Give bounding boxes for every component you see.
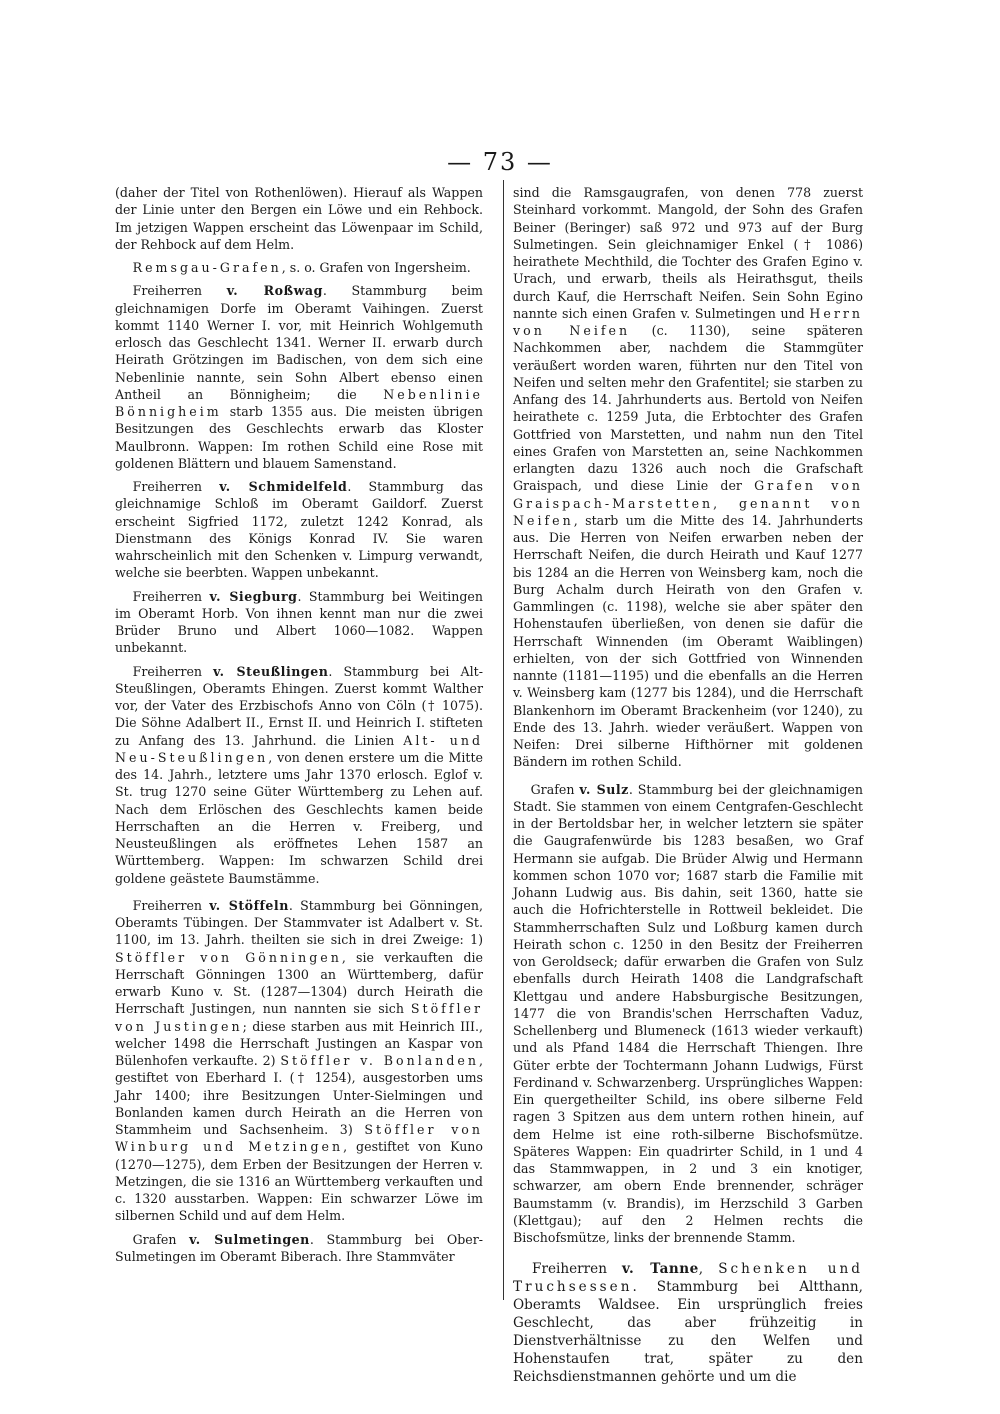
entry-text: Freiherren [132, 283, 227, 299]
entry-headword: v. Roßwag [226, 283, 323, 299]
spaced-text: Remsgau-Grafen [132, 260, 282, 275]
right-column [513, 184, 863, 1392]
entry-paragraph [513, 184, 863, 771]
spaced-text: Stöffler von Justingen [115, 1001, 483, 1034]
entry-headword: v. Siegburg [209, 588, 298, 604]
entry-paragraph [115, 259, 483, 276]
entry-headword: v. Sulmetingen [189, 1231, 310, 1247]
entry-paragraph [115, 663, 483, 887]
entry-text: Freiherren [132, 897, 210, 913]
entry-text: Grafen [530, 781, 580, 797]
entry-text: , s. o. Grafen von Ingersheim. [281, 260, 471, 275]
entry-paragraph [115, 1231, 483, 1266]
entry-paragraph [115, 588, 483, 657]
spaced-text: Stöffler v. Bonlanden [280, 1053, 479, 1068]
entry-text: , [698, 1261, 719, 1278]
entry-paragraph [115, 282, 483, 472]
entry-text: , sie verkauften die Herrschaft Gönningen 1300 an Württemberg, dafür erwarb Kuno v. St. (1287—1304) durch Heirath die Herrschaft Justingen, nun nannten sie sich [115, 949, 483, 1017]
entry-text: , gestiftet von Kuno (1270—1275), dem Erben der Besitzungen der Herren v. Metzingen, die sie 1316 an Württemberg verkauften und c. 1320 ausstarben. Wappen: Ein schwarzer Löwe im silbernen Schild und auf dem Helm. [115, 1139, 483, 1224]
left-column [115, 184, 483, 1271]
entry-text: Freiherren [132, 588, 210, 604]
spaced-text: Herrn von Neifen [513, 305, 863, 338]
entry-headword: v. Stöffeln [209, 897, 289, 913]
spaced-text: Stöffler von Gönningen [115, 949, 342, 965]
spaced-text: Nebenlinie Bönnigheim [115, 386, 483, 419]
entry-text: starb 1355 aus. Die meisten übrigen Besitzungen des Geschlechts erwarb das Kloster Maulbronn. Wappen: Im rothen Schild eine Rose mit goldenen Blättern und blauem Samenstand. [115, 404, 483, 471]
spaced-text: Grafen von Graispach-Marstetten, genannt von Neifen [513, 478, 864, 528]
entry-headword: v. Tanne [622, 1261, 699, 1278]
entry-headword: v. Steußlingen [213, 663, 329, 679]
entry-paragraph [115, 897, 483, 1225]
column-divider [503, 180, 504, 1300]
entry-text: Grafen [132, 1231, 190, 1247]
entry-text: (daher der Titel von Rothenlöwen). Hierauf als Wappen der Linie unter den Bergen ein Löwe und ein Rehbock. Im jetzigen Wappen erscheint das Löwenpaar im Schild, der Rehbock auf dem Helm. [115, 185, 483, 252]
entry-text: , starb um die Mitte des 14. Jahrhunderts aus. Die Herren von Neifen erwarben neben der Herrschaft Neifen, die durch Heirath und Kauf 1277 bis 1284 an die Herren von Weinsberg kam, noch die Burg Achalm durch Heirath von den Grafen v. Gammlingen (c. 1198), welche sie aber später den Hohenstaufen überließen, von denen sie dafür die Herrschaft Winnenden (im Oberamt Waiblingen) erhielten, von der sich Gottfried von Winnenden nannte (1181—1195) und die ebenfalls an die Herren v. Weinsberg kam (1277 bis 1284), und die Herrschaft Blankenhorn im Oberamt Brackenheim (vor 1240), zu Ende des 13. Jahrh. wieder veräußert. Wappen von Neifen: Drei silberne Hifthörner mit goldenen Bändern im rothen Schild. [513, 512, 863, 770]
entry-text: sind die Ramsgaugrafen, von denen 778 zuerst Steinhard vorkommt. Mangold, der Sohn des Grafen Beiner (Beringer) saß 972 und 973 auf der Burg Sulmetingen. Sein gleichnamiger Enkel († 1086) heirathete Mechthild, die Tochter des Grafen Egino v. Urach, und erwarb, theils als Heirathsgut, theils durch Kauf, die Herrschaft Neifen. Sein Sohn Egino nannte sich einen Grafen v. Sulmetingen und [513, 185, 863, 321]
entry-paragraph [513, 1260, 863, 1386]
spaced-text: Alt- und Neu-Steußlingen [115, 732, 484, 765]
entry-text: (c. 1130), seine späteren Nachkommen aber, nachdem die Stammgüter veräußert worden waren, führten nur den Titel von Neifen und selten mehr den Grafentitel; sie starben zu Anfang des 14. Jahrhunderts aus. Bertold von Neifen heirathete c. 1259 Juta, die Erbtochter des Grafen Gottfried von Marstetten, und nahm nun den Titel eines Grafen von Marstetten an, seine Nachkommen erlangten dazu 1326 auch noch die Grafschaft Graispach, und diese Linie der [513, 323, 863, 494]
entry-paragraph [115, 478, 483, 582]
entry-text: . Stammburg bei Gönningen, Oberamts Tübingen. Der Stammvater ist Adalbert v. St. 1100, im 13. Jahrh. theilten sie sich in drei Zweige: 1) [115, 897, 483, 948]
spaced-text: Stöffler von Winburg und Metzingen [115, 1122, 484, 1155]
entry-text: . Stammburg bei der gleichnamigen Stadt. Sie stammen von einem Centgrafen-Geschlecht in der Bertoldsbar her, in welcher letztern sie später die Gaugrafenwürde bis 1283 besaßen, wo Graf Hermann sie aufgab. Die Brüder Alwig und Hermann kommen schon 1070 vor; 1687 starb die Familie mit Johann Ludwig aus. Bis dahin, seit 1360, hatte sie auch die Hofrichterstelle in Rottweil bekleidet. Die Stammherrschaften Sulz und Loßburg kamen durch Heirath schon c. 1250 in den Besitz der Freiherren von Geroldseck; dafür erwarben die Grafen von Sulz ebenfalls durch Heirath 1408 die Landgrafschaft Klettgau und andere Habsburgische Besitzungen, 1477 die von Brandis'schen Herrschaften Vaduz, Schellenberg und Blumeneck (1613 wieder verkauft) und als Pfand 1484 die Herrschaft Thiengen. Ihre Güter erbte der Tochtermann Johann Ludwigs, Fürst Ferdinand v. Schwarzenberg. Ursprüngliches Wappen: Ein quergetheilter Schild, ins obere silberne Feld ragen 3 Spitzen aus dem untern rothen hinein, auf dem Helme ist eine roth-silberne Bischofsmütze. Späteres Wappen: Ein quadrirter Schild, in 1 und 4 das Stammwappen, in 2 und 3 ein knotiger, schwarzer, am obern Ende brennender, schräger Baumstamm (v. Brandis), im Herzschild 3 Garben (Klettgau); auf den 2 Helmen rechts die Bischofsmütze, links der brennende Stamm. [513, 781, 863, 1245]
entry-headword: v. Schmidelfeld [219, 479, 348, 494]
entry-text: , von denen erstere um die Mitte des 14. Jahrh., letztere ums Jahr 1370 erlosch. Eglof v. St. trug 1270 seine Güter Württemberg zu Lehen auf. Nach dem Erlöschen des Geschlechts kamen beide Herrschaften an die Herren v. Freiberg, und Neusteußlingen als eröffnetes Lehen 1587 an Württemberg. Wappen: Im schwarzen Schild drei goldene geästete Baumstämme. [115, 749, 483, 886]
entry-paragraph [513, 781, 863, 1247]
entry-text: Freiherren [132, 479, 220, 494]
spaced-text: Schenken und Truchsessen [513, 1261, 863, 1296]
entry-text: , gestiftet von Eberhard I. († 1254), ausgestorben ums Jahr 1400; ihre Besitzungen Unter-Sielmingen und Bonlanden kamen durch Heirath an die Herren von Stammheim und Sachsenheim. 3) [115, 1053, 483, 1137]
entry-text: . Stammburg bei Alt-Steußlingen, Oberamts Ehingen. Zuerst kommt Walther vor, der Vater des Erzbischofs Anno von Cöln († 1075). Die Söhne Adalbert II., Ernst II. und Heinrich I. stifteten zu Anfang des 13. Jahrhund. die Linien [115, 663, 483, 748]
entry-text: . Stammburg bei Ober-Sulmetingen im Oberamt Biberach. Ihre Stammväter [115, 1231, 483, 1264]
entry-text: . Stammburg das gleichnamige Schloß im Oberamt Gaildorf. Zuerst erscheint Sigfried 1172, zuletzt 1242 Konrad, als Dienstmann des Königs Konrad IV. Sie waren wahrscheinlich mit den Schenken v. Limpurg verwandt, welche sie beerbten. Wappen unbekannt. [115, 479, 483, 581]
entry-text: Freiherren [132, 663, 214, 679]
entry-text: . Stammburg bei Altthann, Oberamts Waldsee. Ein ursprünglich freies Geschlecht, das aber frühzeitig in Dienstverhältnisse zu den Welfen und Hohenstaufen trat, später zu den Reichsdienstmannen gehörte und um die [513, 1279, 863, 1386]
entry-text: . Stammburg bei Weitingen im Oberamt Horb. Von ihnen kennt man nur die zwei Brüder Bruno und Albert 1060—1082. Wappen unbekannt. [115, 588, 483, 656]
page-number: — 73 — [447, 148, 553, 176]
entry-paragraph [115, 184, 483, 253]
entry-headword: v. Sulz [579, 781, 629, 797]
entry-text: . Stammburg beim gleichnamigen Dorfe im Oberamt Vaihingen. Zuerst kommt 1140 Werner I. vor, mit Heinrich Wohlgemuth erlosch das Geschlecht 1341. Werner II. erwarb durch Heirath Grötzingen im Badischen, von dem sich eine Nebenlinie nannte, sein Sohn Albert ebenso einen Antheil an Bönnigheim; die [115, 283, 483, 402]
entry-text: ; diese starben aus mit Heinrich III., welcher 1498 die Herrschaft Justingen an Kaspar von Bülenhofen verkaufte. 2) [115, 1018, 483, 1068]
entry-text: Freiherren [532, 1261, 623, 1278]
